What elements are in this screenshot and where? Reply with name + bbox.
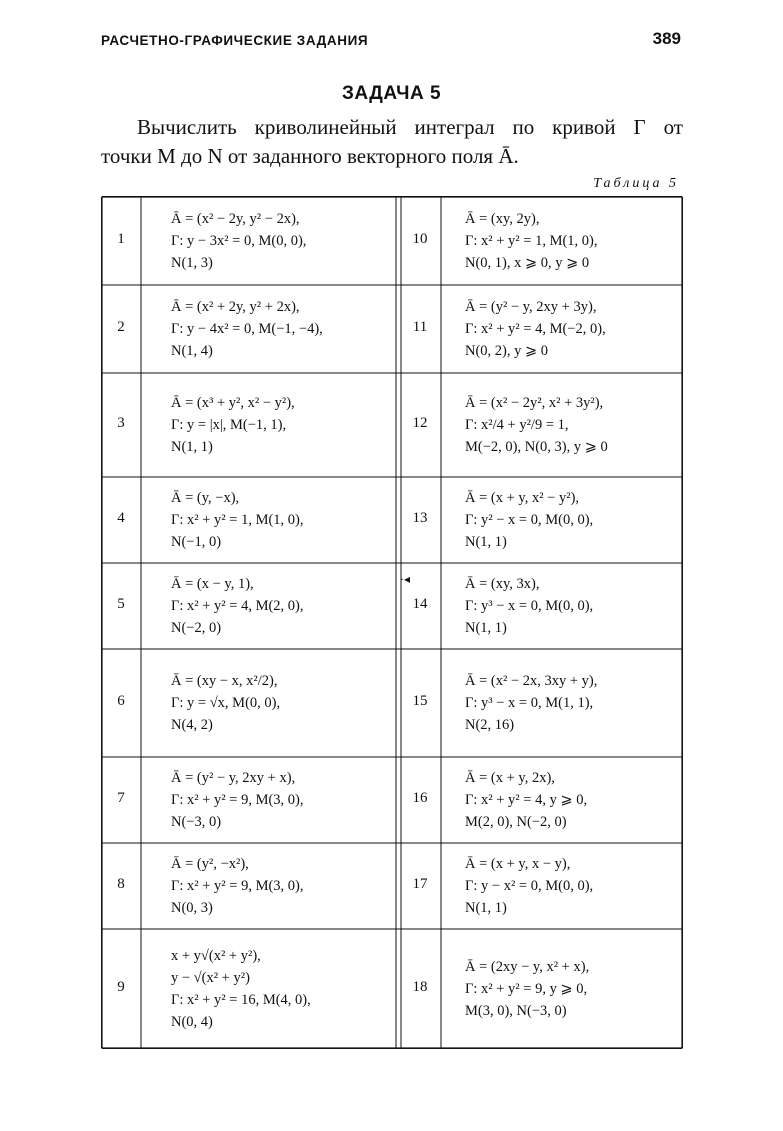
stray-mark: ·◂ bbox=[400, 572, 411, 586]
variant-formula bbox=[465, 296, 606, 362]
formula-line: N(1, 4) bbox=[171, 343, 213, 359]
variant-number: 15 bbox=[412, 693, 428, 709]
formula-line: Ā = (x² − 2x, 3xy + y), bbox=[465, 673, 598, 689]
formula-line: M(−2, 0), N(0, 3), y ⩾ 0 bbox=[465, 439, 608, 455]
formula-line: Γ: x² + y² = 16, M(4, 0), bbox=[171, 992, 311, 1008]
variant-number: 16 bbox=[412, 790, 428, 806]
formula-line: Γ: x² + y² = 9, M(3, 0), bbox=[171, 878, 304, 894]
formula-line: N(4, 2) bbox=[171, 717, 213, 733]
formula-line: N(1, 1) bbox=[465, 620, 507, 636]
variant-number: 1 bbox=[117, 230, 125, 247]
variant-formula bbox=[465, 670, 597, 736]
formula-line: Γ: x² + y² = 4, M(2, 0), bbox=[171, 598, 304, 614]
running-head bbox=[101, 29, 683, 53]
formula-line: Ā = (y, −x), bbox=[171, 490, 240, 506]
formula-line: x + y√(x² + y²), bbox=[171, 948, 261, 964]
formula-line: Γ: x²/4 + y²/9 = 1, bbox=[465, 417, 569, 433]
variant-number: 13 bbox=[412, 510, 428, 526]
formula-line: N(0, 3) bbox=[171, 900, 213, 916]
formula-line: N(1, 1) bbox=[171, 439, 213, 455]
formula-line: N(1, 3) bbox=[171, 254, 213, 271]
variant-number: 17 bbox=[412, 876, 428, 892]
variant-number: 5 bbox=[117, 596, 125, 612]
formula-line: N(−2, 0) bbox=[171, 620, 222, 636]
formula-line: Ā = (x + y, x² − y²), bbox=[465, 490, 580, 506]
variant-number: 11 bbox=[412, 319, 428, 335]
formula-line: N(1, 1) bbox=[465, 534, 507, 550]
task-statement bbox=[101, 113, 683, 171]
formula-line: Ā = (xy, 3x), bbox=[465, 576, 540, 592]
task-heading: ЗАДАЧА 5 bbox=[341, 83, 442, 104]
formula-line: Γ: y − x² = 0, M(0, 0), bbox=[465, 878, 594, 894]
formula-line: N(0, 2), y ⩾ 0 bbox=[465, 343, 549, 359]
formula-line: Ā = (xy − x, x²/2), bbox=[171, 673, 278, 689]
variant-formula bbox=[465, 956, 589, 1022]
formula-line: Ā = (y² − y, 2xy + x), bbox=[171, 770, 296, 786]
formula-line: Γ: y³ − x = 0, M(1, 1), bbox=[465, 695, 594, 711]
formula-line: Γ: x² + y² = 4, M(−2, 0), bbox=[465, 321, 606, 337]
variant-number: 18 bbox=[412, 979, 428, 995]
formula-line: N(1, 1) bbox=[465, 900, 507, 916]
formula-line: Γ: x² + y² = 1, M(1, 0), bbox=[171, 512, 304, 528]
variant-number: 7 bbox=[117, 790, 125, 806]
variants-table bbox=[101, 196, 683, 1049]
formula-line: Γ: x² + y² = 4, y ⩾ 0, bbox=[465, 792, 588, 808]
formula-line: M(3, 0), N(−3, 0) bbox=[465, 1003, 567, 1019]
formula-line: Ā = (x³ + y², x² − y²), bbox=[171, 395, 295, 411]
variant-formula bbox=[465, 573, 593, 639]
variant-number: 4 bbox=[117, 510, 125, 526]
formula-line: Ā = (xy, 2y), bbox=[465, 210, 540, 227]
formula-line: Ā = (x + y, 2x), bbox=[465, 770, 555, 786]
running-title: РАСЧЕТНО-ГРАФИЧЕСКИЕ ЗАДАНИЯ bbox=[101, 33, 369, 48]
table-caption: Таблица 5 bbox=[593, 176, 679, 191]
variant-formula bbox=[171, 767, 304, 833]
formula-line: Ā = (x − y, 1), bbox=[171, 576, 254, 592]
statement-line-2: точки M до N от заданного векторного поля Ā. bbox=[101, 144, 519, 168]
formula-line: N(0, 1), x ⩾ 0, y ⩾ 0 bbox=[465, 254, 590, 271]
variant-formula bbox=[171, 945, 311, 1033]
variant-number: 14 bbox=[412, 596, 428, 612]
variant-formula bbox=[171, 573, 304, 639]
variant-formula bbox=[465, 767, 587, 833]
formula-line: Ā = (2xy − y, x² + x), bbox=[465, 959, 590, 975]
formula-line: Γ: y = √x, M(0, 0), bbox=[171, 695, 281, 711]
formula-line: N(−1, 0) bbox=[171, 534, 222, 550]
formula-line: Ā = (x + y, x − y), bbox=[465, 856, 571, 872]
variant-number: 3 bbox=[117, 415, 125, 431]
variant-number: 9 bbox=[117, 979, 125, 995]
formula-line: Γ: x² + y² = 9, y ⩾ 0, bbox=[465, 981, 588, 997]
formula-line: Γ: y − 3x² = 0, M(0, 0), bbox=[171, 232, 307, 249]
variant-formula bbox=[171, 296, 323, 362]
formula-line: Γ: y³ − x = 0, M(0, 0), bbox=[465, 598, 594, 614]
formula-line: N(−3, 0) bbox=[171, 814, 222, 830]
variant-formula bbox=[171, 487, 304, 553]
formula-line: y − √(x² + y²) bbox=[171, 970, 250, 986]
statement-line-1: Вычислить криволинейный интеграл по кривой Γ от bbox=[137, 115, 683, 139]
formula-line: M(2, 0), N(−2, 0) bbox=[465, 814, 567, 830]
variant-formula bbox=[465, 392, 608, 458]
variant-number: 10 bbox=[412, 230, 428, 247]
formula-line: Ā = (x² + 2y, y² + 2x), bbox=[171, 299, 300, 315]
formula-line: N(0, 4) bbox=[171, 1014, 213, 1030]
variant-formula bbox=[171, 670, 280, 736]
formula-line: Γ: y = |x|, M(−1, 1), bbox=[171, 417, 287, 433]
formula-line: Γ: x² + y² = 9, M(3, 0), bbox=[171, 792, 304, 808]
variant-formula bbox=[171, 208, 306, 274]
variant-formula bbox=[171, 853, 304, 919]
variant-formula bbox=[171, 392, 295, 458]
formula-line: Ā = (y² − y, 2xy + 3y), bbox=[465, 299, 597, 315]
variant-formula bbox=[465, 208, 598, 274]
variant-formula bbox=[465, 853, 593, 919]
formula-line: N(2, 16) bbox=[465, 717, 515, 733]
page-number: 389 bbox=[652, 29, 681, 48]
formula-line: Ā = (y², −x²), bbox=[171, 856, 249, 872]
formula-line: Γ: y − 4x² = 0, M(−1, −4), bbox=[171, 321, 323, 337]
variant-number: 12 bbox=[412, 415, 428, 431]
formula-line: Γ: x² + y² = 1, M(1, 0), bbox=[465, 232, 598, 249]
variant-number: 2 bbox=[117, 319, 125, 335]
formula-line: Ā = (x² − 2y, y² − 2x), bbox=[171, 210, 300, 227]
variant-formula bbox=[465, 487, 593, 553]
formula-line: Ā = (x² − 2y², x² + 3y²), bbox=[465, 395, 604, 411]
formula-line: Γ: y² − x = 0, M(0, 0), bbox=[465, 512, 594, 528]
variant-number: 6 bbox=[117, 693, 125, 709]
variant-number: 8 bbox=[117, 876, 125, 892]
